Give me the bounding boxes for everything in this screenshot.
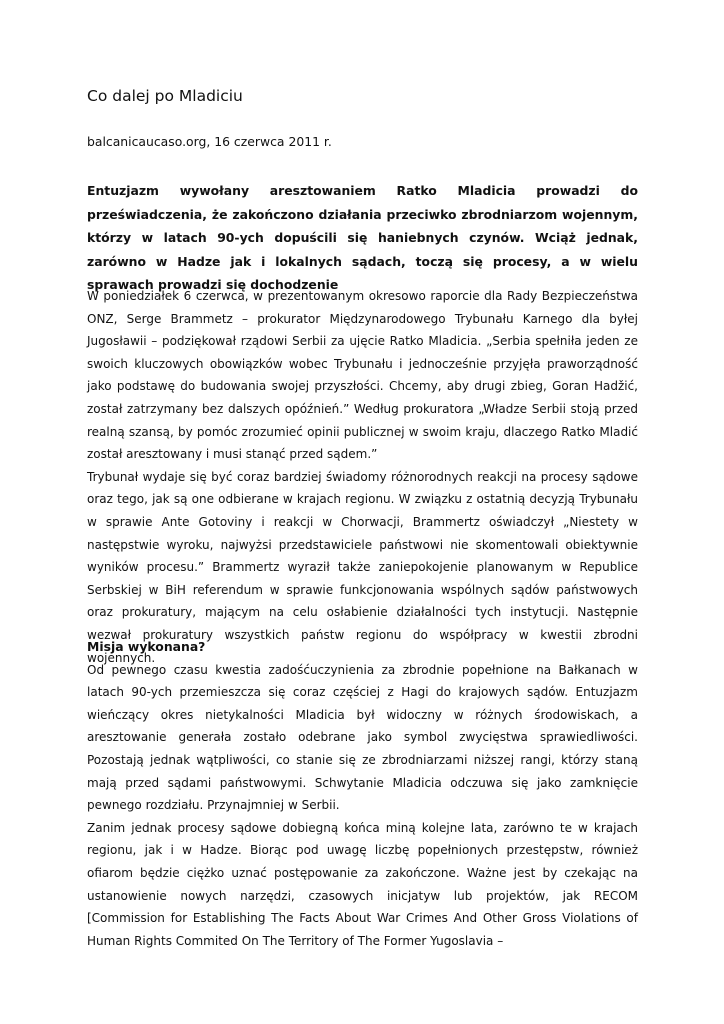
source-line: balcanicaucaso.org, 16 czerwca 2011 r.	[87, 134, 332, 149]
lead-paragraph: Entuzjazm wywołany aresztowaniem Ratko Mladicia prowadzi do przeświadczenia, że zakończono działania przeciwko zbrodniarzom wojennym, którzy w latach 90-ych dopuścili się haniebnych czynów. Wciąż jednak, zarówno w Hadze jak i lokalnych sądach, toczą się procesy, a w wielu sprawach prowadzi się dochodzenie	[87, 183, 638, 292]
document-title: Co dalej po Mladiciu	[87, 87, 243, 105]
body-paragraph: W poniedziałek 6 czerwca, w prezentowanym okresowo raporcie dla Rady Bezpieczeństwa ONZ, Serge Brammetz – prokurator Międzynarodowego Trybunału Karnego dla byłej Jugosławii – podziękował rządowi Serbii za ujęcie Ratko Mladicia. „Serbia spełniła jeden ze swoich kluczowych obowiązków wobec Trybunału i jednocześnie przyjęła praworządność jako podstawę do budowania swojej przyszłości. Chcemy, aby drugi zbieg, Goran Hadžić, został zatrzymany bez dalszych opóźnień.” Według prokuratora „Władze Serbii stoją przed realną szansą, by pomóc zrozumieć opinii publicznej w swoim kraju, dlaczego Ratko Mladić został aresztowany i musi stanąć przed sądem.”	[87, 289, 638, 462]
body-paragraph: Zanim jednak procesy sądowe dobiegną końca miną kolejne lata, zarówno te w krajach regionu, jak i w Hadze. Biorąc pod uwagę liczbę popełnionych przestępstw, również ofiarom będzie ciężko uznać postępowanie za zakończone. Ważne jest by czekając na ustanowienie nowych narzędzi, czasowych inicjatyw lub projektów, jak RECOM [Commission for Establishing The Facts About War Crimes And Other Gross Violations of Human Rights Commited On The Territory of The Former Yugoslavia –	[87, 820, 638, 948]
body-paragraph: Od pewnego czasu kwestia zadośćuczynienia za zbrodnie popełnione na Bałkanach w latach 90-ych przemieszcza się coraz częściej z Hagi do krajowych sądów. Entuzjazm wieńczący okres nietykalności Mladicia był widoczny w różnych środowiskach, a aresztowanie generała zostało odebrane jako symbol zwycięstwa sprawiedliwości. Pozostają jednak wątpliwości, co stanie się ze zbrodniarzami niższej rangi, którzy staną mają przed sądami państwowymi. Schwytanie Mladicia odczuwa się jako zamknięcie pewnego rozdziału. Przynajmniej w Serbii.	[87, 662, 638, 813]
body-paragraph: Trybunał wydaje się być coraz bardziej świadomy różnorodnych reakcji na procesy sądowe oraz tego, jak są one odbierane w krajach regionu. W związku z ostatnią decyzją Trybunału w sprawie Ante Gotoviny i reakcji w Chorwacji, Brammertz oświadczył „Niestety w następstwie wyroku, najwyżsi przedstawiciele państwowi nie skomentowali obiektywnie wyników procesu.” Brammertz wyraził także zaniepokojenie planowanym w Republice Serbskiej w BiH referendum w sprawie funkcjonowania wspólnych sądów państwowych oraz prokuratury, mającym na celu osłabienie działalności tych instytucji. Następnie wezwał prokuratury wszystkich państw regionu do współpracy w kwestii zbrodni wojennych.	[87, 469, 638, 665]
mission-section	[87, 636, 638, 952]
body-section	[87, 285, 638, 669]
section-heading: Misja wykonana?	[87, 639, 206, 654]
